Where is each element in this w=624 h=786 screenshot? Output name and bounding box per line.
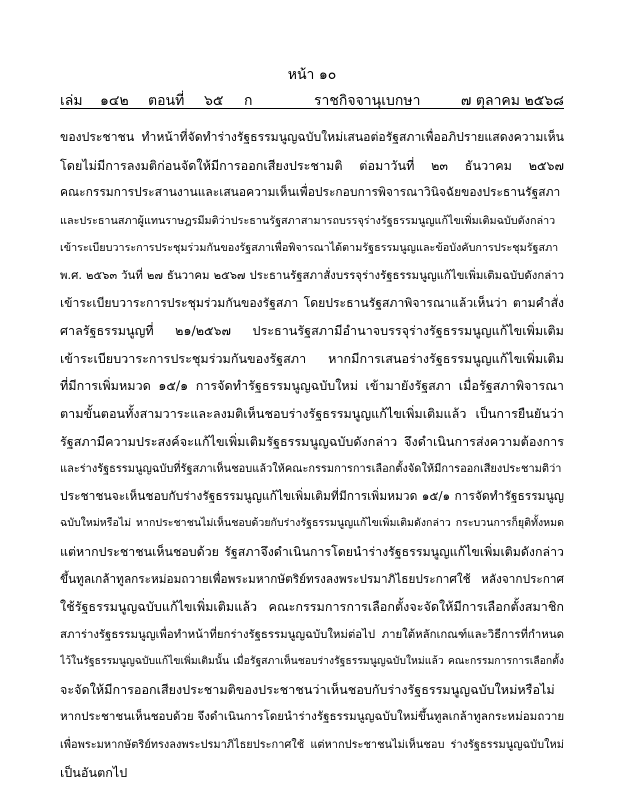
body-line: ประชาชนจะเห็นชอบกับร่างรัฐธรรมนูญแก้ไขเพิ่มเติมที่มีการเพิ่มหมวด ๑๕/๑ การจัดทำรัฐธรรมนูญ <box>60 488 564 503</box>
body-line: และประธานสภาผู้แทนราษฎรมีมติว่าประธานรัฐสภาสามารถบรรจุร่างรัฐธรรมนูญแก้ไขเพิ่มเติมฉบับดังกล่าว <box>60 213 556 227</box>
body-line: เข้าระเบียบวาระการประชุมร่วมกันของรัฐสภา หากมีการเสนอร่างรัฐธรรมนูญแก้ไขเพิ่มเติม <box>60 350 564 366</box>
body-line: รัฐสภามีความประสงค์จะแก้ไขเพิ่มเติมรัฐธรรมนูญฉบับดังกล่าว จึงดำเนินการส่งความต้องการ <box>60 433 564 449</box>
publication-date: ๗ ตุลาคม ๒๕๖๘ <box>460 93 564 109</box>
body-line: ที่มีการเพิ่มหมวด ๑๕/๑ การจัดทำรัฐธรรมนูญฉบับใหม่ เข้ามายังรัฐสภา เมื่อรัฐสภาพิจารณา <box>60 378 564 394</box>
body-line: เพื่อพระมหากษัตริย์ทรงลงพระปรมาภิไธยประกาศใช้ แต่หากประชาชนไม่เห็นชอบ ร่างรัฐธรรมนูญฉบับใหม่ <box>60 738 564 752</box>
volume-number: ๑๔๒ <box>100 93 129 109</box>
header-divider <box>60 108 564 109</box>
body-line: ฉบับใหม่หรือไม่ หากประชาชนไม่เห็นชอบด้วยกับร่างรัฐธรรมนูญแก้ไขเพิ่มเติมดังกล่าว กระบวนการก็ยุติทั้งหมด <box>60 517 564 530</box>
body-line: ของประชาชน ทำหน้าที่จัดทำร่างรัฐธรรมนูญฉบับใหม่เสนอต่อรัฐสภาเพื่ออภิปรายแสดงความเห็น <box>60 130 564 144</box>
body-line: แต่หากประชาชนเห็นชอบด้วย รัฐสภาจึงดำเนินการโดยนำร่างรัฐธรรมนูญแก้ไขเพิ่มเติมดังกล่าว <box>60 543 564 559</box>
section-number: ๖๕ <box>204 93 224 109</box>
body-line: เข้าระเบียบวาระการประชุมร่วมกันของรัฐสภา โดยประธานรัฐสภาพิจารณาแล้วเห็นว่า ตามคำสั่ง <box>60 295 564 310</box>
section-type: ก <box>244 93 253 109</box>
body-line: ขึ้นทูลเกล้าทูลกระหม่อมถวายเพื่อพระมหากษัตริย์ทรงลงพระปรมาภิไธยประกาศใช้ หลังจากประกาศ <box>60 571 564 586</box>
page-number: หน้า ๑๐ <box>287 67 337 83</box>
body-line: ตามขั้นตอนทั้งสามวาระและลงมติเห็นชอบร่างรัฐธรรมนูญแก้ไขเพิ่มเติมแล้ว เป็นการยืนยันว่า <box>60 405 564 421</box>
body-line: สภาร่างรัฐธรรมนูญเพื่อทำหน้าที่ยกร่างรัฐธรรมนูญฉบับใหม่ต่อไป ภายใต้หลักเกณฑ์และวิธีการที่กำหนด <box>60 626 564 641</box>
volume-label: เล่ม <box>60 93 83 109</box>
body-line: ใช้รัฐธรรมนูญฉบับแก้ไขเพิ่มเติมแล้ว คณะกรรมการการเลือกตั้งจะจัดให้มีการเลือกตั้งสมาชิก <box>60 599 564 615</box>
body-line: จะจัดให้มีการออกเสียงประชามติของประชาชนว่าเห็นชอบกับร่างรัฐธรรมนูญฉบับใหม่หรือไม่ <box>60 681 555 697</box>
body-line: พ.ศ. ๒๕๖๓ วันที่ ๒๗ ธันวาคม ๒๕๖๗ ประธานรัฐสภาสั่งบรรจุร่างรัฐธรรมนูญแก้ไขเพิ่มเติมฉบับดังกล่าว <box>60 267 564 282</box>
body-line: เข้าระเบียบวาระการประชุมร่วมกันของรัฐสภาเพื่อพิจารณาได้ตามรัฐธรรมนูญและข้อบังคับการประชุมรัฐสภา <box>60 241 559 255</box>
publication-name: ราชกิจจานุเบกษา <box>314 93 421 109</box>
section-label: ตอนที่ <box>148 93 185 109</box>
body-line: ศาลรัฐธรรมนูญที่ ๒๑/๒๕๖๗ ประธานรัฐสภามีอำนาจบรรจุร่างรัฐธรรมนูญแก้ไขเพิ่มเติม <box>60 323 564 339</box>
body-line: เป็นอันตกไป <box>60 764 128 780</box>
body-line: หากประชาชนเห็นชอบด้วย จึงดำเนินการโดยนำร่างรัฐธรรมนูญฉบับใหม่ขึ้นทูลเกล้าทูลกระหม่อมถวาย <box>60 709 564 724</box>
body-line: โดยไม่มีการลงมติก่อนจัดให้มีการออกเสียงประชามติ ต่อมาวันที่ ๒๓ ธันวาคม ๒๕๖๗ <box>60 157 564 173</box>
body-line: ไว้ในรัฐธรรมนูญฉบับแก้ไขเพิ่มเติมนั้น เมื่อรัฐสภาเห็นชอบร่างรัฐธรรมนูญฉบับใหม่แล้ว คณะกรรมการการเลือกตั้ง <box>60 655 564 668</box>
body-line: คณะกรรมการประสานงานและเสนอความเห็นเพื่อประกอบการพิจารณาวินิจฉัยของประธานรัฐสภา <box>60 185 561 200</box>
body-line: และร่างรัฐธรรมนูญฉบับที่รัฐสภาเห็นชอบแล้วให้คณะกรรมการการเลือกตั้งจัดให้มีการออกเสียงประชามติว่า <box>60 462 562 476</box>
gazette-header <box>60 90 564 110</box>
body-text <box>60 124 564 786</box>
